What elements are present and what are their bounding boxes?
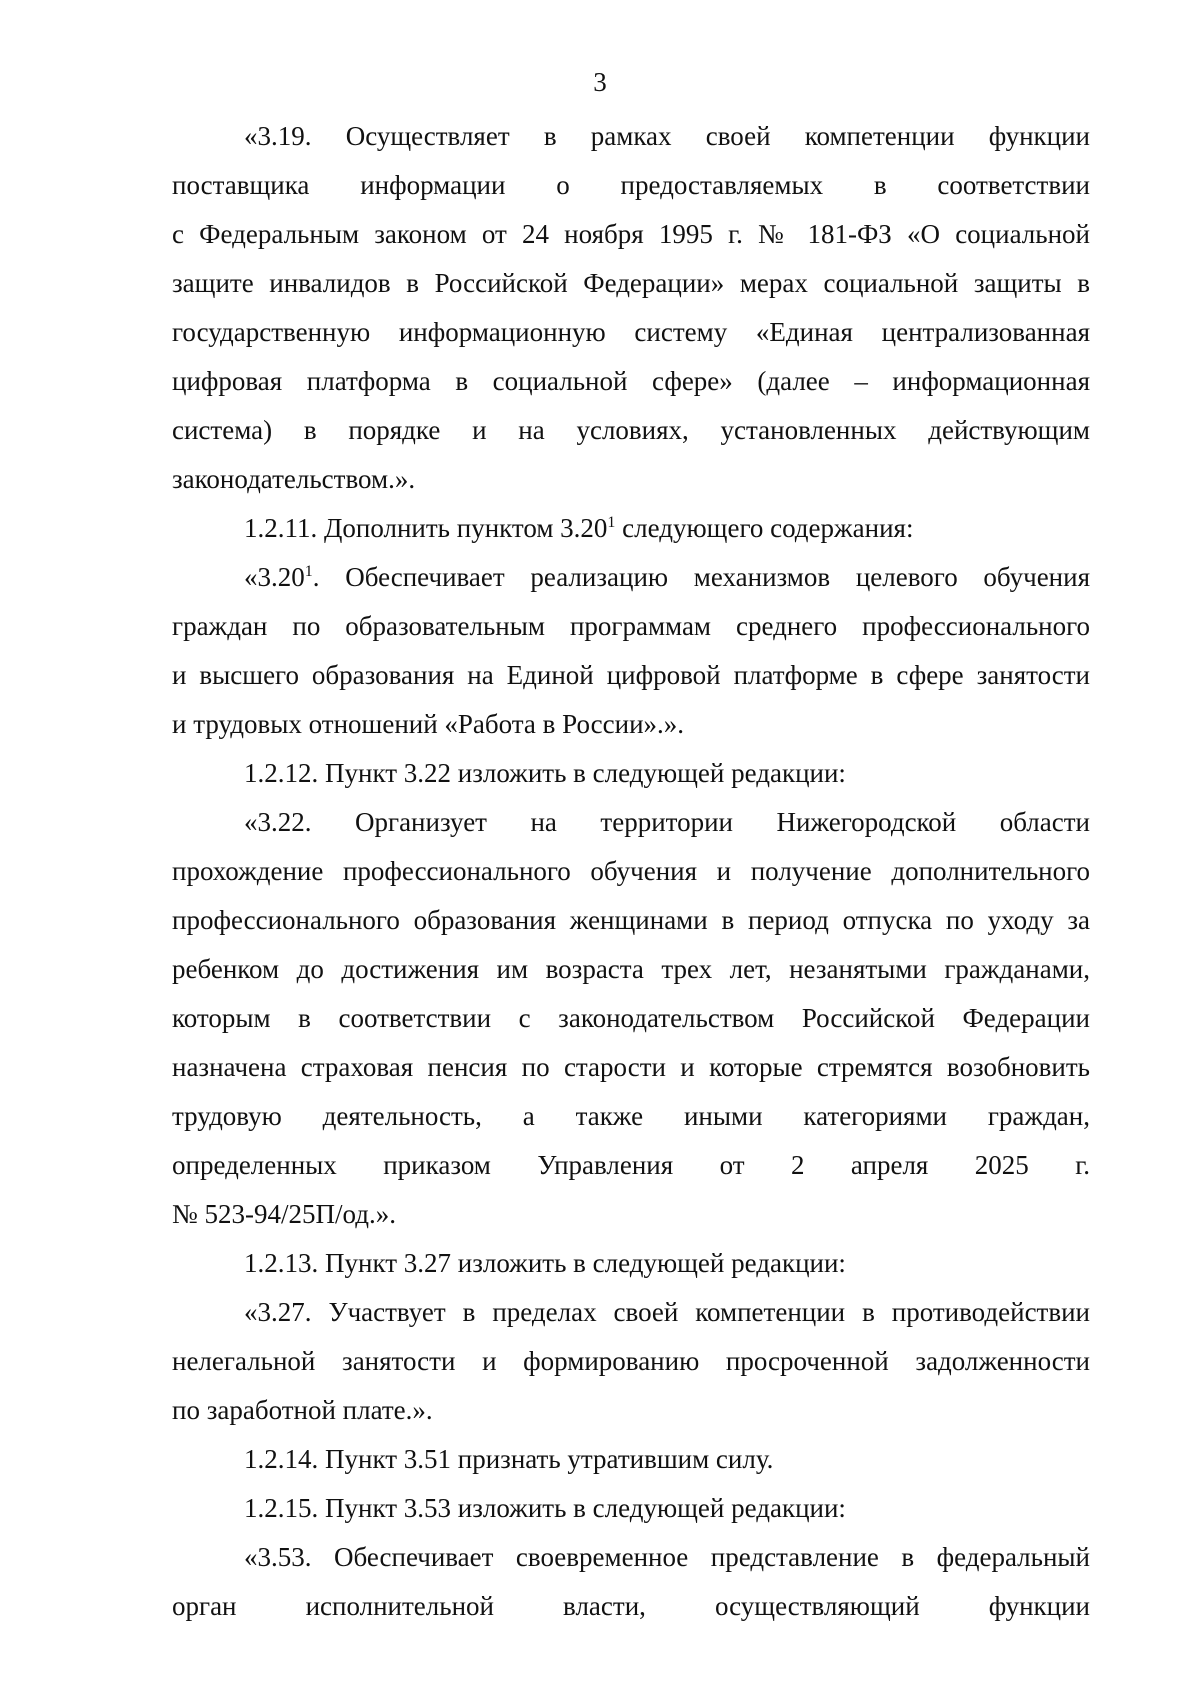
text-line: по заработной плате.». xyxy=(172,1395,433,1425)
paragraph-3-20-1 xyxy=(172,553,1090,749)
text-line: «3.22. Организует на территории Нижегородской области xyxy=(244,807,1090,837)
document-body xyxy=(172,112,1090,1631)
text-line: которым в соответствии с законодательством Российской Федерации xyxy=(172,1003,1090,1033)
text-line: законодательством.». xyxy=(172,464,416,494)
paragraph-3-19 xyxy=(172,112,1090,504)
text-line xyxy=(172,553,1090,602)
paragraph-1-2-12 xyxy=(172,749,1090,798)
text-line xyxy=(172,504,1090,553)
text-line: и высшего образования на Единой цифровой платформе в сфере занятости xyxy=(172,660,1090,690)
text-fragment: 1.2.11. Дополнить пунктом 3.20 xyxy=(244,513,608,543)
paragraph-1-2-13 xyxy=(172,1239,1090,1288)
text-line: 1.2.14. Пункт 3.51 признать утратившим силу. xyxy=(244,1444,774,1474)
text-line: профессионального образования женщинами в период отпуска по уходу за xyxy=(172,905,1090,935)
page-number: 3 xyxy=(593,67,607,97)
text-line: 1.2.12. Пункт 3.22 изложить в следующей редакции: xyxy=(244,758,846,788)
text-line: защите инвалидов в Российской Федерации» мерах социальной защиты в xyxy=(172,268,1090,298)
text-line: «3.19. Осуществляет в рамках своей компетенции функции xyxy=(244,121,1090,151)
text-line: трудовую деятельность, а также иными категориями граждан, xyxy=(172,1101,1090,1131)
text-fragment: «3.20 xyxy=(244,562,305,592)
text-line: и трудовых отношений «Работа в России».». xyxy=(172,709,685,739)
text-line: прохождение профессионального обучения и получение дополнительного xyxy=(172,856,1090,886)
text-line: ребенком до достижения им возраста трех лет, незанятыми гражданами, xyxy=(172,954,1090,984)
text-line: № 523-94/25П/од.». xyxy=(172,1199,396,1229)
text-line: государственную информационную систему «Единая централизованная xyxy=(172,317,1090,347)
text-line: 1.2.13. Пункт 3.27 изложить в следующей редакции: xyxy=(244,1248,846,1278)
paragraph-3-22 xyxy=(172,798,1090,1239)
paragraph-3-53 xyxy=(172,1533,1090,1631)
text-line: определенных приказом Управления от 2 апреля 2025 г. xyxy=(172,1150,1090,1180)
paragraph-3-27 xyxy=(172,1288,1090,1435)
text-line: 1.2.15. Пункт 3.53 изложить в следующей редакции: xyxy=(244,1493,846,1523)
text-line: орган исполнительной власти, осуществляющий функции xyxy=(172,1591,1090,1621)
text-fragment: следующего содержания: xyxy=(615,513,914,543)
text-fragment: . Обеспечивает реализацию механизмов целевого обучения xyxy=(312,562,1090,592)
paragraph-1-2-15 xyxy=(172,1484,1090,1533)
text-line: «3.27. Участвует в пределах своей компетенции в противодействии xyxy=(244,1297,1090,1327)
text-line: нелегальной занятости и формированию просроченной задолженности xyxy=(172,1346,1090,1376)
text-line: цифровая платформа в социальной сфере» (далее – информационная xyxy=(172,366,1090,396)
paragraph-1-2-14 xyxy=(172,1435,1090,1484)
text-line: поставщика информации о предоставляемых в соответствии xyxy=(172,170,1090,200)
text-line: назначена страховая пенсия по старости и которые стремятся возобновить xyxy=(172,1052,1090,1082)
text-line: граждан по образовательным программам среднего профессионального xyxy=(172,611,1090,641)
text-line: с Федеральным законом от 24 ноября 1995 г. № 181-ФЗ «О социальной xyxy=(172,219,1090,249)
text-line: система) в порядке и на условиях, установленных действующим xyxy=(172,415,1090,445)
paragraph-1-2-11 xyxy=(172,504,1090,553)
superscript: 1 xyxy=(607,514,616,531)
superscript: 1 xyxy=(304,563,313,580)
text-line: «3.53. Обеспечивает своевременное представление в федеральный xyxy=(244,1542,1090,1572)
